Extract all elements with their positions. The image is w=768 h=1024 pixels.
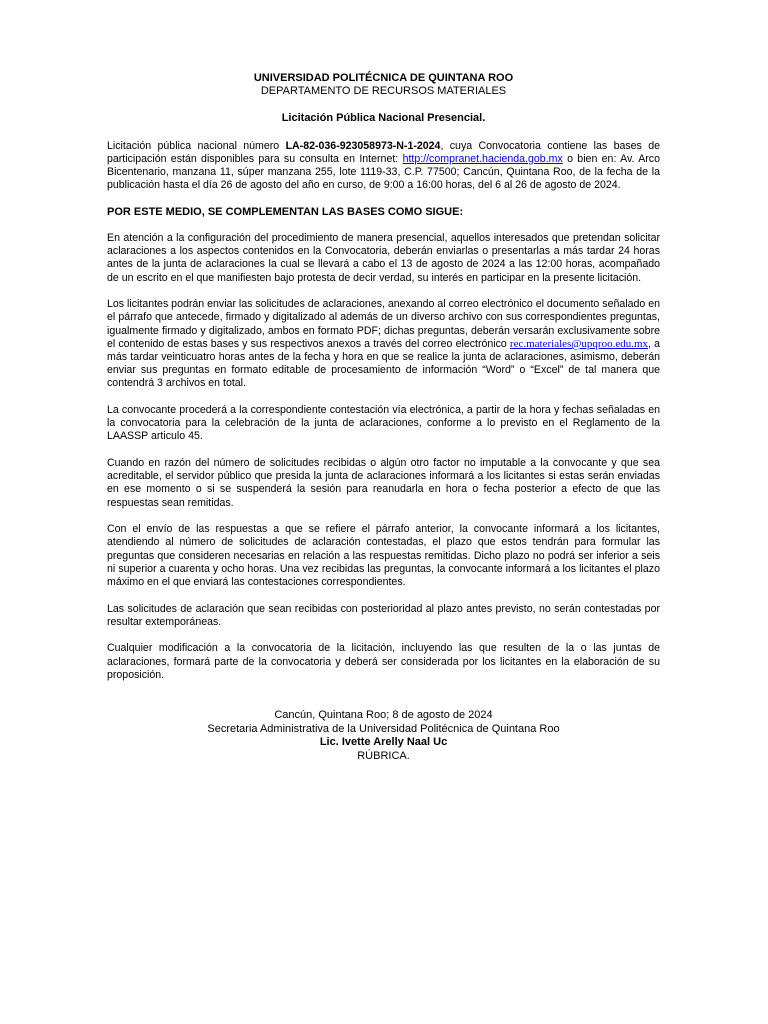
compranet-link[interactable]: http://compranet.hacienda.gob.mx [402, 152, 563, 165]
paragraph-2 [107, 298, 660, 390]
paragraph-1: En atención a la configuración del procedimiento de manera presencial, aquellos interesados que pretendan solicitar aclaraciones a los aspectos contenidos en la Convocatoria, deberán enviarlas o presentarlas a más tardar 24 horas antes de la junta de aclaraciones la cual se llevará a cabo el 13 de agosto de 2024 a las 12:00 horas, acompañado de un escrito en el que manifiesten bajo protesta de decir verdad, su interés en participar en la presente licitación. [107, 232, 660, 284]
paragraph-2-before: Los licitantes podrán enviar las solicitudes de aclaraciones, anexando al correo electrónico el documento señalado en el párrafo que antecede, firmado y digitalizado al además de un diverso archivo con sus correspondientes preguntas, igualmente firmado y digitalizado, ambos en formato PDF; dichas preguntas, deberán versarán exclusivamente sobre el contenido de estas bases y sus respectivos anexos a través del correo electrónico [107, 298, 660, 350]
department-name: DEPARTAMENTO DE RECURSOS MATERIALES [260, 85, 507, 98]
paragraph-7: Cualquier modificación a la convocatoria de la licitación, incluyendo las que resulten de la o las juntas de aclaraciones, formará parte de la convocatoria y deberá ser considerada por los licitantes en la elaboración de su proposición. [107, 642, 660, 681]
rubrica-label: RÚBRICA. [357, 749, 410, 762]
signer-position: Secretaria Administrativa de la Universidad Politécnica de Quintana Roo [207, 722, 560, 735]
document-page [107, 72, 660, 763]
intro-middle: , cuya Convocatoria contiene las bases de participación están disponibles para su consulta en Internet: [107, 139, 660, 165]
paragraph-5: Con el envío de las respuestas a que se refiere el párrafo anterior, la convocante informará a los licitantes, atendiendo al número de solicitudes de aclaración contestadas, el plazo que estos tendrán para formular las preguntas que consideren necesarias en relación a las respuestas remitidas. Dicho plazo no podrá ser inferior a seis ni superior a cuarenta y ocho horas. Una vez recibidas las preguntas, la convocante informará a los licitantes el plazo máximo en el que enviará las contestaciones correspondientes. [107, 523, 660, 589]
document-header [107, 72, 660, 98]
place-date: Cancún, Quintana Roo; 8 de agosto de 2024 [274, 709, 493, 722]
intro-suffix: o bien en: Av. Arco Bicentenario, manzana 11, súper manzana 255, lote 1119-33, C.P. 77500; Cancún, Quintana Roo, de la fecha de la publicación hasta el día 26 de agosto del año en curso, de 9:00 a 16:00 horas, del 6 al 26 de agosto de 2024. [107, 152, 660, 192]
paragraph-4: Cuando en razón del número de solicitudes recibidas o algún otro factor no imputable a la convocante y que sea acreditable, el servidor público que presida la junta de aclaraciones informará a los licitantes si estas serán enviadas en ese momento o si se suspenderá la sesión para reanudarla en hora o fecha posterior a efecto de que las respuestas sean remitidas. [107, 457, 660, 509]
institution-name: UNIVERSIDAD POLITÉCNICA DE QUINTANA ROO [253, 72, 514, 84]
section-heading: POR ESTE MEDIO, SE COMPLEMENTAN LAS BASES COMO SIGUE: [107, 205, 464, 218]
paragraph-2-after: , a más tardar veinticuatro horas antes de la fecha y hora en que se realice la junta de aclaraciones, asimismo, deberán enviar sus preguntas en formato editable de procesamiento de información “Word” o “Excel” de tal manera que contendrá 3 archivos en total. [107, 337, 660, 390]
document-title: Licitación Pública Nacional Presencial. [281, 112, 486, 125]
paragraph-3: La convocante procederá a la correspondiente contestación vía electrónica, a partir de la hora y fechas señaladas en la convocatoria para la celebración de la junta de aclaraciones, conforme a lo previsto en el Reglamento de la LAASSP articulo 45. [107, 404, 660, 443]
email-link[interactable]: rec.materiales@upqroo.edu.mx [509, 337, 649, 350]
signature-block [107, 709, 660, 763]
signer-name: Lic. Ivette Arelly Naal Uc [319, 736, 448, 749]
paragraph-6: Las solicitudes de aclaración que sean recibidas con posterioridad al plazo antes previsto, no serán contestadas por resultar extemporáneas. [107, 602, 660, 628]
intro-paragraph [107, 140, 660, 193]
tender-number: LA-82-036-923058973-N-1-2024 [285, 139, 441, 152]
intro-prefix: Licitación pública nacional número [107, 139, 286, 152]
